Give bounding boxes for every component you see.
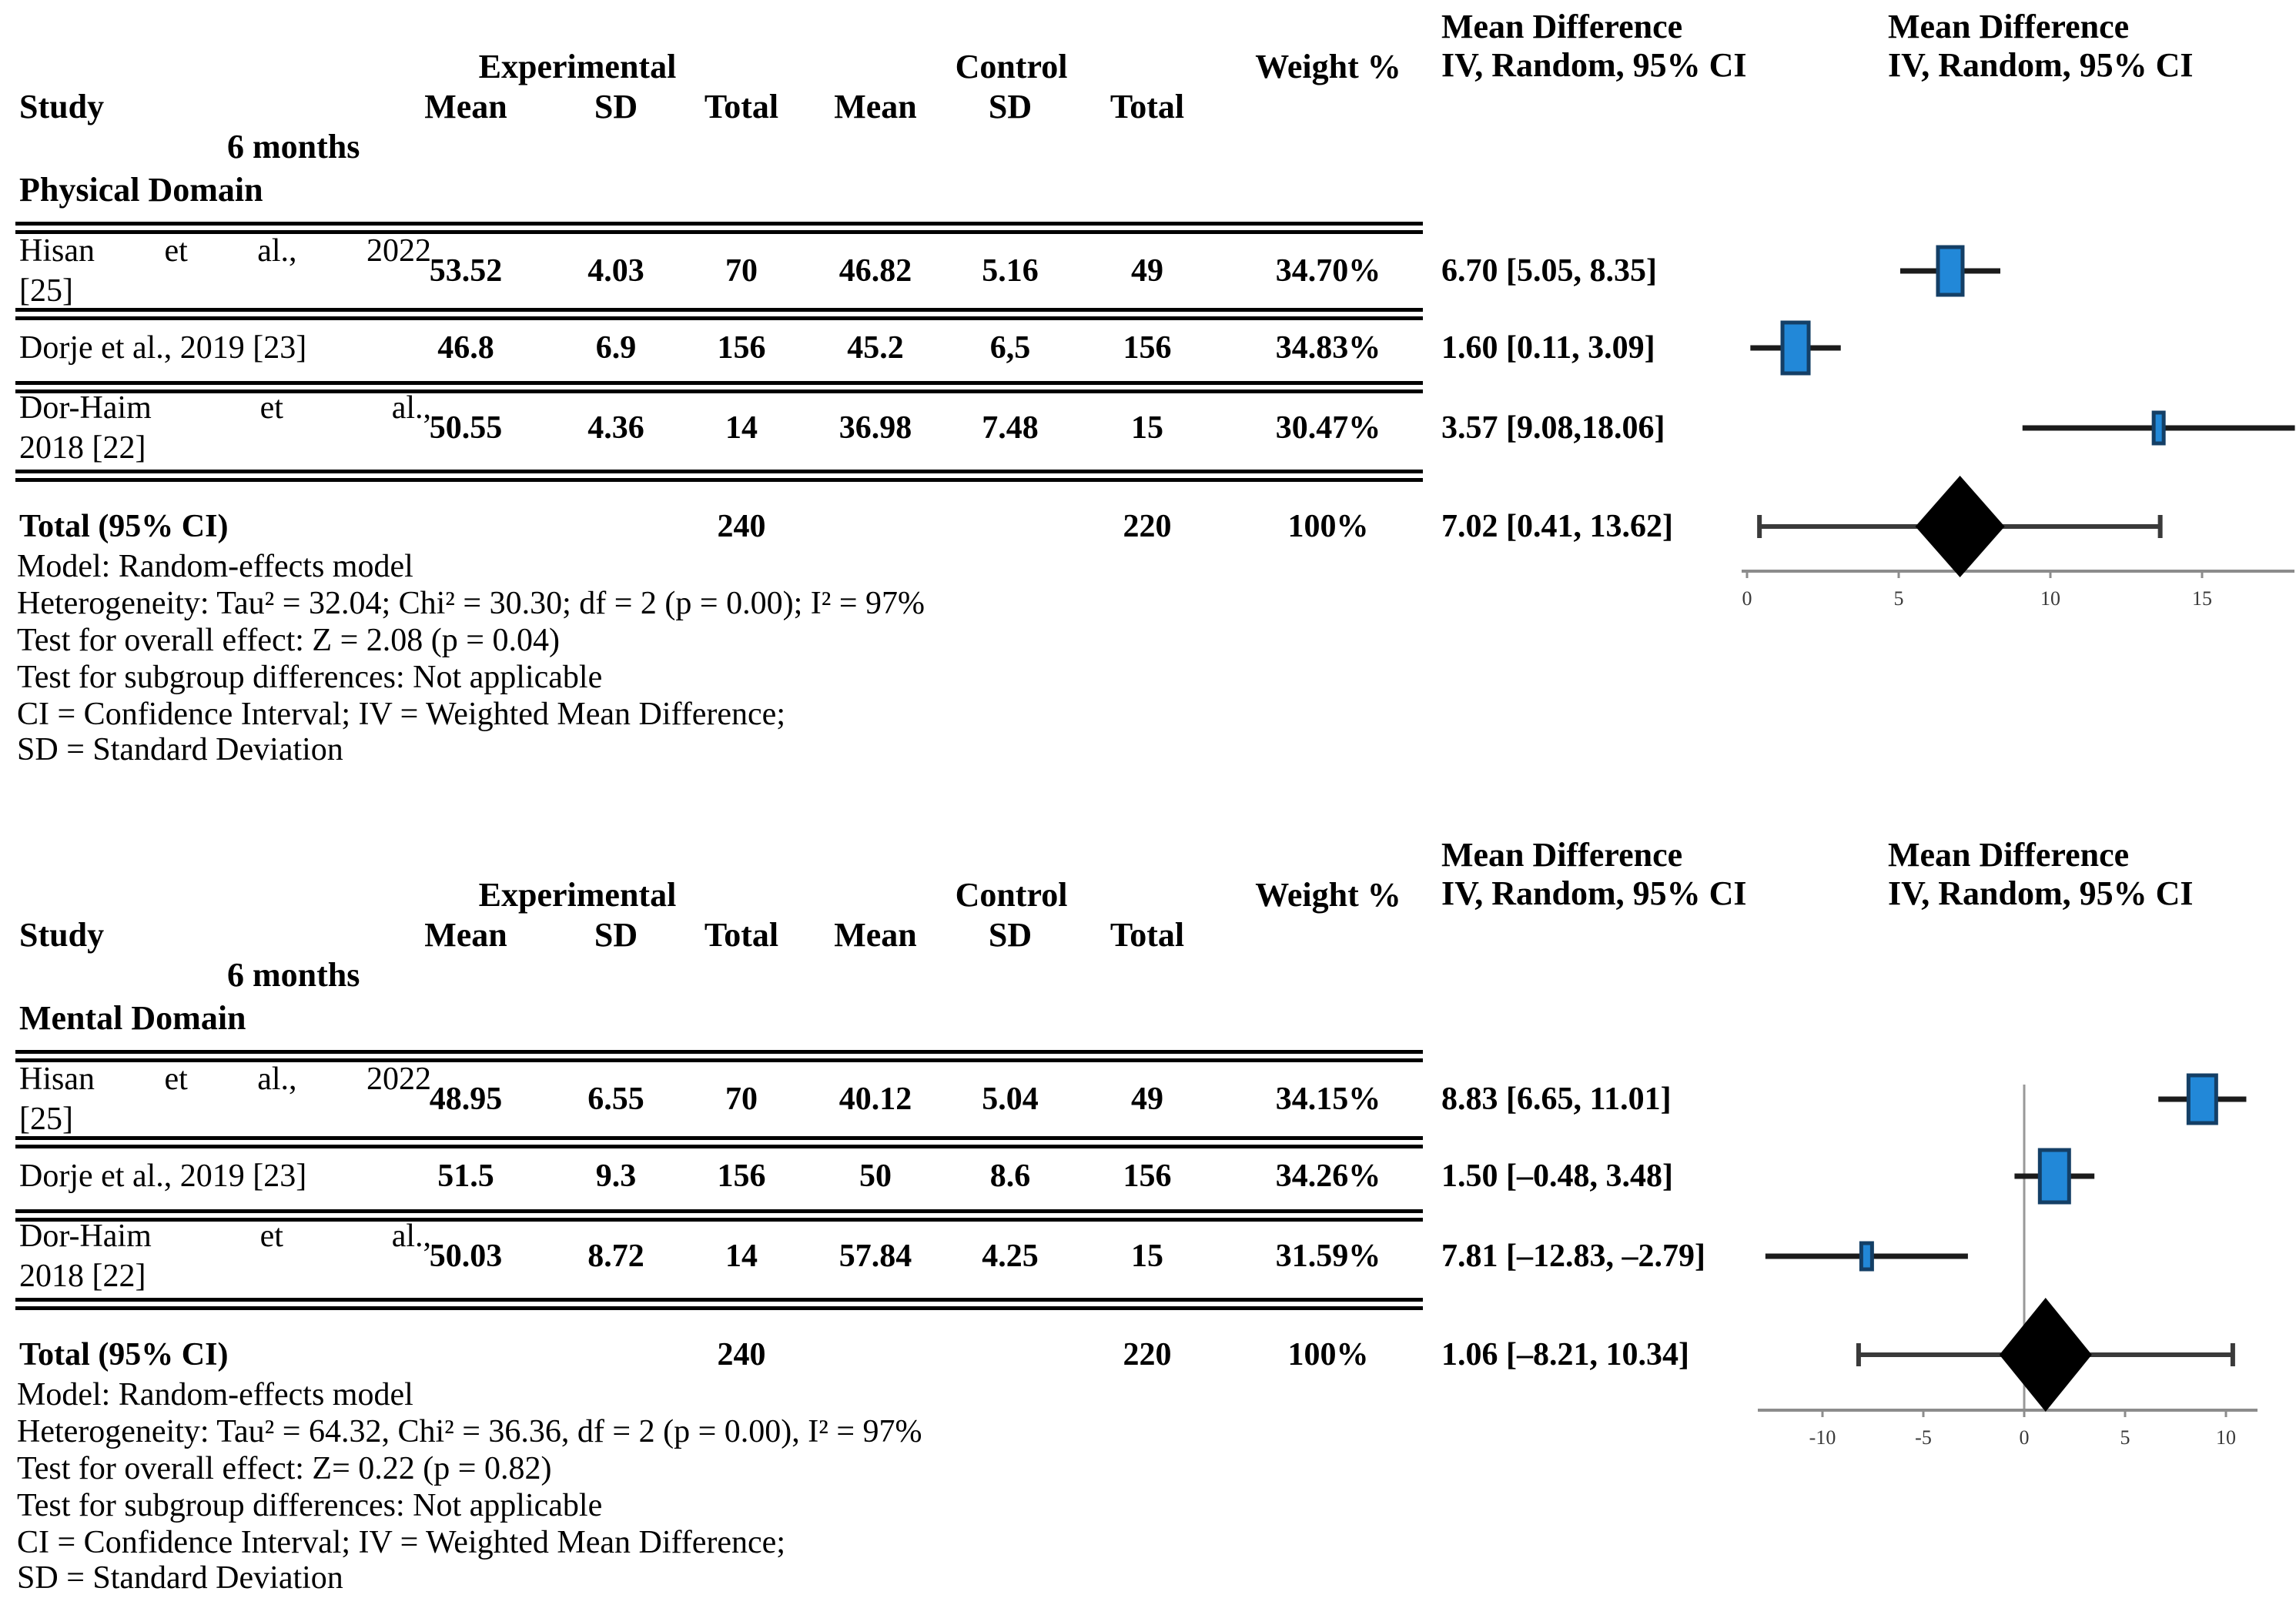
overall-effect-note: Test for overall effect: Z = 2.08 (p = 0.04) <box>17 623 560 658</box>
table-cell-weight: 34.70% <box>1275 253 1381 289</box>
table-cell-exp_total: 14 <box>725 410 758 446</box>
study-point-square <box>2154 413 2164 443</box>
column-header-exp-mean: Mean <box>424 916 507 954</box>
abbrev-note-2: SD = Standard Deviation <box>17 732 343 767</box>
column-header-exp-total: Total <box>704 88 779 125</box>
x-axis-tick-label: 0 <box>2019 1426 2030 1449</box>
x-axis-tick-label: 5 <box>1893 587 1904 610</box>
table-cell-md-ci: 8.83 [6.65, 11.01] <box>1441 1081 1672 1117</box>
table-cell-ctrl_total: 156 <box>1123 330 1172 366</box>
x-axis-tick-label: 15 <box>2192 587 2212 610</box>
x-axis-tick-label: -5 <box>1915 1426 1932 1449</box>
column-header-study: Study <box>19 88 105 125</box>
table-cell-ctrl_mean: 50 <box>859 1158 892 1194</box>
table-cell-md-ci: 3.57 [9.08,18.06] <box>1441 410 1665 446</box>
table-cell-weight: 34.26% <box>1275 1158 1381 1194</box>
table-cell-ctrl_sd: 7.48 <box>982 410 1039 446</box>
study-name: Dor-Haim et al., 2018 [22] <box>19 1219 431 1294</box>
x-axis-tick-label: 0 <box>1742 587 1752 610</box>
column-header-exp-sd: SD <box>594 916 638 954</box>
table-cell-ctrl_total: 156 <box>1123 1158 1172 1194</box>
study-name: Hisan et al., 2022 [25] <box>19 1061 431 1137</box>
table-cell-ctrl_total: 49 <box>1131 253 1163 289</box>
table-cell-exp_total: 156 <box>717 330 766 366</box>
study-name: Dor-Haim et al., 2018 [22] <box>19 390 431 466</box>
x-axis-tick-label: -10 <box>1809 1426 1836 1449</box>
column-header-ctrl-mean: Mean <box>834 916 917 954</box>
column-header-weight: Weight % <box>1255 48 1401 85</box>
table-cell-exp_sd: 6.9 <box>595 330 637 366</box>
md-plot-subtitle: IV, Random, 95% CI <box>1888 874 2194 912</box>
group-header-experimental: Experimental <box>478 876 677 914</box>
table-cell-md-ci: 1.60 [0.11, 3.09] <box>1441 330 1655 366</box>
table-cell-exp_total: 70 <box>725 1081 758 1117</box>
study-point-square <box>2040 1150 2069 1202</box>
study-point-square <box>1938 247 1963 295</box>
total-weight: 100% <box>1287 509 1369 544</box>
md-column-title: Mean Difference <box>1441 836 1683 874</box>
panel-mental-domain <box>0 828 2296 1598</box>
table-rule <box>15 1298 1423 1310</box>
table-cell-exp_mean: 46.8 <box>437 330 494 366</box>
abbrev-note-2: SD = Standard Deviation <box>17 1560 343 1596</box>
heterogeneity-note: Heterogeneity: Tau² = 32.04; Chi² = 30.30; df = 2 (p = 0.00); I² = 97% <box>17 586 925 621</box>
table-cell-ctrl_mean: 46.82 <box>838 253 912 289</box>
abbrev-note-1: CI = Confidence Interval; IV = Weighted Mean Difference; <box>17 1525 785 1560</box>
table-cell-weight: 31.59% <box>1275 1239 1381 1274</box>
group-header-control: Control <box>955 48 1068 85</box>
table-cell-exp_mean: 51.5 <box>437 1158 494 1194</box>
heterogeneity-note: Heterogeneity: Tau² = 64.32, Chi² = 36.36, df = 2 (p = 0.00), I² = 97% <box>17 1414 922 1449</box>
column-header-exp-mean: Mean <box>424 88 507 125</box>
subgroup-note: Test for subgroup differences: Not applicable <box>17 1488 603 1523</box>
md-column-title: Mean Difference <box>1441 8 1683 45</box>
table-cell-md-ci: 1.50 [–0.48, 3.48] <box>1441 1158 1673 1194</box>
summary-diamond <box>2000 1298 2092 1412</box>
domain-heading: Mental Domain <box>19 999 246 1037</box>
table-cell-weight: 34.83% <box>1275 330 1381 366</box>
x-axis-tick-label: 10 <box>2040 587 2060 610</box>
subgroup-note: Test for subgroup differences: Not applicable <box>17 660 603 695</box>
table-cell-exp_total: 156 <box>717 1158 766 1194</box>
table-cell-exp_mean: 53.52 <box>429 253 503 289</box>
column-header-exp-sd: SD <box>594 88 638 125</box>
table-cell-ctrl_sd: 5.16 <box>982 253 1039 289</box>
md-plot-title: Mean Difference <box>1888 8 2130 45</box>
table-cell-exp_sd: 6.55 <box>587 1081 644 1117</box>
model-note: Model: Random-effects model <box>17 1377 413 1412</box>
domain-heading: Physical Domain <box>19 171 263 209</box>
subgroup-timepoint-label: 6 months <box>227 128 360 165</box>
table-cell-exp_sd: 9.3 <box>595 1158 637 1194</box>
column-header-exp-total: Total <box>704 916 779 954</box>
table-cell-ctrl_mean: 45.2 <box>847 330 904 366</box>
study-point-square <box>1861 1243 1872 1269</box>
x-axis-tick-label: 10 <box>2216 1426 2236 1449</box>
md-plot-title: Mean Difference <box>1888 836 2130 874</box>
table-cell-ctrl_total: 15 <box>1131 410 1163 446</box>
table-cell-exp_total: 14 <box>725 1239 758 1274</box>
table-cell-md-ci: 6.70 [5.05, 8.35] <box>1441 253 1657 289</box>
table-cell-ctrl_mean: 40.12 <box>838 1081 912 1117</box>
table-cell-ctrl_mean: 36.98 <box>838 410 912 446</box>
forest-plot-physical <box>1732 0 2296 770</box>
column-header-ctrl-total: Total <box>1110 88 1185 125</box>
table-cell-md-ci: 7.81 [–12.83, –2.79] <box>1441 1239 1705 1274</box>
total-row-label: Total (95% CI) <box>19 509 229 544</box>
group-header-control: Control <box>955 876 1068 914</box>
md-plot-subtitle: IV, Random, 95% CI <box>1888 46 2194 84</box>
total-row-label: Total (95% CI) <box>19 1337 229 1372</box>
table-cell-exp_sd: 4.03 <box>587 253 644 289</box>
total-ctrl-n: 220 <box>1123 1337 1172 1372</box>
md-column-subtitle: IV, Random, 95% CI <box>1441 874 1747 912</box>
md-column-subtitle: IV, Random, 95% CI <box>1441 46 1747 84</box>
study-name: Dorje et al., 2019 [23] <box>19 330 307 366</box>
total-exp-n: 240 <box>717 1337 766 1372</box>
summary-diamond <box>1916 476 2005 577</box>
total-ctrl-n: 220 <box>1123 509 1172 544</box>
column-header-study: Study <box>19 916 105 954</box>
column-header-ctrl-mean: Mean <box>834 88 917 125</box>
table-cell-exp_mean: 48.95 <box>429 1081 503 1117</box>
table-cell-exp_sd: 8.72 <box>587 1239 644 1274</box>
group-header-experimental: Experimental <box>478 48 677 85</box>
table-cell-ctrl_mean: 57.84 <box>838 1239 912 1274</box>
table-cell-exp_sd: 4.36 <box>587 410 644 446</box>
model-note: Model: Random-effects model <box>17 549 413 584</box>
total-weight: 100% <box>1287 1337 1369 1372</box>
table-cell-ctrl_sd: 5.04 <box>982 1081 1039 1117</box>
forest-plot-mental <box>1732 828 2296 1598</box>
table-cell-ctrl_total: 15 <box>1131 1239 1163 1274</box>
column-header-ctrl-sd: SD <box>988 916 1033 954</box>
total-md-ci: 1.06 [–8.21, 10.34] <box>1441 1337 1689 1372</box>
x-axis-tick-label: 5 <box>2120 1426 2130 1449</box>
abbrev-note-1: CI = Confidence Interval; IV = Weighted Mean Difference; <box>17 697 785 732</box>
table-cell-exp_mean: 50.55 <box>429 410 503 446</box>
total-exp-n: 240 <box>717 509 766 544</box>
table-cell-ctrl_total: 49 <box>1131 1081 1163 1117</box>
study-name: Dorje et al., 2019 [23] <box>19 1158 307 1194</box>
overall-effect-note: Test for overall effect: Z= 0.22 (p = 0.82) <box>17 1451 552 1486</box>
study-point-square <box>2188 1075 2216 1123</box>
table-cell-ctrl_sd: 6,5 <box>989 330 1031 366</box>
study-point-square <box>1782 323 1809 373</box>
table-cell-weight: 30.47% <box>1275 410 1381 446</box>
table-cell-ctrl_sd: 8.6 <box>989 1158 1031 1194</box>
panel-physical-domain <box>0 0 2296 770</box>
column-header-weight: Weight % <box>1255 876 1401 914</box>
table-cell-weight: 34.15% <box>1275 1081 1381 1117</box>
table-cell-exp_mean: 50.03 <box>429 1239 503 1274</box>
table-rule <box>15 470 1423 482</box>
column-header-ctrl-total: Total <box>1110 916 1185 954</box>
study-name: Hisan et al., 2022 [25] <box>19 233 431 309</box>
column-header-ctrl-sd: SD <box>988 88 1033 125</box>
total-md-ci: 7.02 [0.41, 13.62] <box>1441 509 1673 544</box>
table-cell-ctrl_sd: 4.25 <box>982 1239 1039 1274</box>
table-cell-exp_total: 70 <box>725 253 758 289</box>
subgroup-timepoint-label: 6 months <box>227 956 360 994</box>
